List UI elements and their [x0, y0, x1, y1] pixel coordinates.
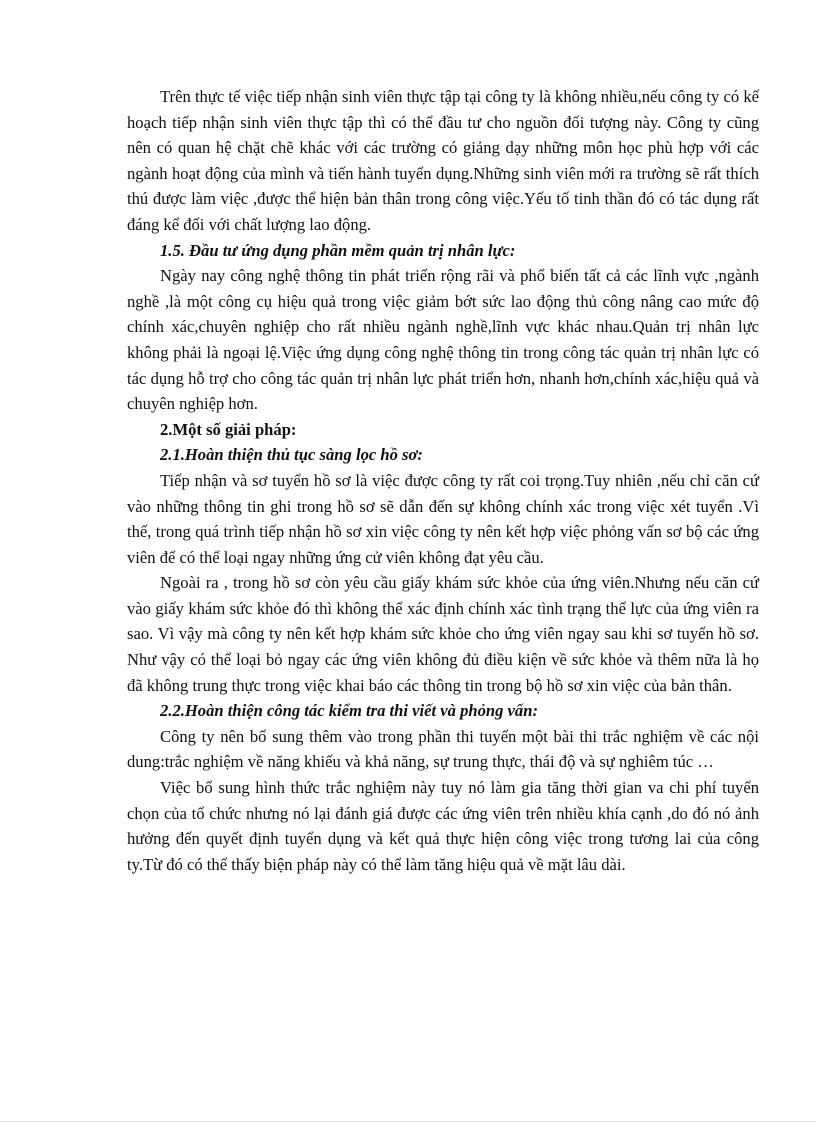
- section-heading-2-2: 2.2.Hoàn thiện công tác kiểm tra thi viết và phỏng vấn:: [160, 701, 538, 721]
- section-heading-2-1: 2.1.Hoàn thiện thủ tục sàng lọc hồ sơ:: [160, 445, 423, 465]
- section-heading-1-5: 1.5. Đầu tư ứng dụng phần mềm quản trị nhân lực:: [160, 240, 516, 260]
- page-bottom-divider: [0, 1121, 816, 1122]
- paragraph: Công ty nên bổ sung thêm vào trong phần thi tuyển một bài thi trắc nghiệm về các nội dung:trắc nghiệm về năng khiếu và khả năng, sự trung thực, thái độ và sự nghiêm túc …: [127, 726, 759, 772]
- paragraph: Ngoài ra , trong hồ sơ còn yêu cầu giấy khám sức khỏe của ứng viên.Nhưng nếu căn cứ vào giấy khám sức khỏe đó thì không thể xác định chính xác tình trạng thể lực của ứng viên ra sao. Vì vậy mà công ty nên kết hợp khám sức khỏe cho ứng viên ngay sau khi sơ tuyển hồ sơ. Như vậy có thể loại bỏ ngay các ứng viên không đủ điều kiện về sức khỏe và thêm nữa là họ đã không trung thực trong việc khai báo các thông tin trong bộ hồ sơ xin việc của bản thân.: [127, 573, 759, 695]
- paragraph: Ngày nay công nghệ thông tin phát triển rộng rãi và phổ biến tất cả các lĩnh vực ,ngành nghề ,là một công cụ hiệu quả trong việc giảm bớt sức lao động thủ công nâng cao mức độ chính xác,chuyên nghiệp cho rất nhiều ngành nghề,lĩnh vực khác nhau.Quản trị nhân lực không phải là ngoại lệ.Việc ứng dụng công nghệ thông tin trong công tác quản trị nhân lực có tác dụng hỗ trợ cho công tác quản trị nhân lực phát triển hơn, nhanh hơn,chính xác,hiệu quả và chuyên nghiệp hơn.: [127, 266, 759, 414]
- document-page: [127, 84, 759, 877]
- section-heading-2: 2.Một số giải pháp:: [160, 419, 297, 439]
- paragraph: Tiếp nhận và sơ tuyển hồ sơ là việc được công ty rất coi trọng.Tuy nhiên ,nếu chỉ căn cứ vào những thông tin ghi trong hồ sơ sẽ dẫn đến sự không chính xác trong việc xét tuyển .Vì thế, trong quá trình tiếp nhận hồ sơ xin việc công ty nên kết hợp việc phỏng vấn sơ bộ các ứng viên để có thể loại ngay những ứng cử viên không đạt yêu cầu.: [127, 470, 759, 567]
- paragraph: Trên thực tế việc tiếp nhận sinh viên thực tập tại công ty là không nhiều,nếu công ty có kế hoạch tiếp nhận sinh viên thực tập thì có thể đầu tư cho nguồn đối tượng này. Công ty cũng nên có quan hệ chặt chẽ khác với các trường có giảng dạy những môn học phù hợp với các ngành hoạt động của mình và tiến hành tuyển dụng.Những sinh viên mới ra trường sẽ rất thích thú được làm việc ,được thể hiện bản thân trong công việc.Yếu tố tinh thần đó có tác dụng rất đáng kể đối với chất lượng lao động.: [127, 87, 759, 234]
- paragraph: Việc bổ sung hình thức trắc nghiệm này tuy nó làm gia tăng thời gian va chi phí tuyển chọn của tổ chức nhưng nó lại đánh giá được các ứng viên trên nhiều khía cạnh ,do đó nó ảnh hưởng đến quyết định tuyển dụng và kết quả thực hiện công việc trong tương lai của công ty.Từ đó có thể thấy biện pháp này có thể làm tăng hiệu quả về mặt lâu dài.: [127, 778, 759, 874]
